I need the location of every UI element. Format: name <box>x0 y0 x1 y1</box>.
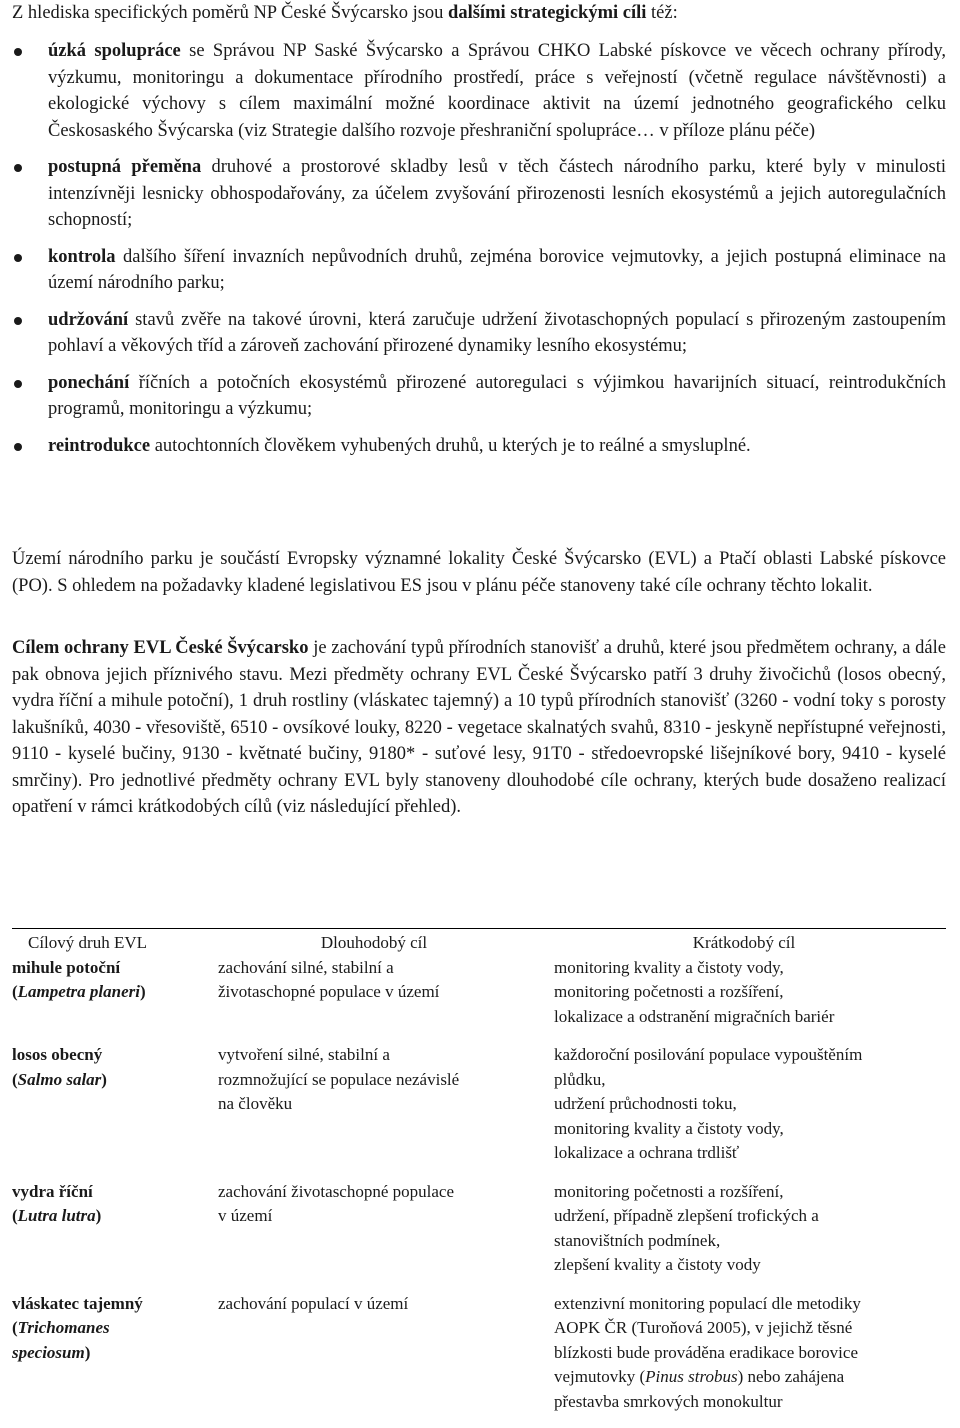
long-term-line: v území <box>218 1204 538 1229</box>
latin-name: Trichomanes <box>18 1318 110 1337</box>
column-header-species: Cílový druh EVL <box>12 929 206 956</box>
short-term-line: monitoring kvality a čistoty vody, <box>554 956 942 981</box>
long-term-line: zachování populací v území <box>218 1292 538 1317</box>
table-header-row <box>12 929 946 956</box>
latin-name: Salmo salar <box>18 1070 102 1089</box>
short-term-cell <box>542 1292 946 1428</box>
short-term-line <box>554 1365 942 1390</box>
species-latin: (Lutra lutra) <box>12 1204 202 1229</box>
long-term-line: zachování silné, stabilní a <box>218 956 538 981</box>
bullet-icon <box>14 380 22 388</box>
intro-text: Z hlediska specifických poměrů NP České Švýcarsko jsou <box>12 3 448 23</box>
bullet-icon <box>14 317 22 325</box>
column-header-long-term: Dlouhodobý cíl <box>206 929 542 956</box>
goal-text: dalšího šíření invazních nepůvodních druhů, zejména borovice vejmutovky, a jejich postupná eliminace na území národního parku; <box>48 247 946 294</box>
latin-name: Pinus strobus <box>645 1367 737 1386</box>
long-term-line: životaschopné populace v území <box>218 980 538 1005</box>
long-term-line: zachování životaschopné populace <box>218 1180 538 1205</box>
table-row <box>12 1292 946 1428</box>
evl-goals-heading: Cílem ochrany EVL České Švýcarsko <box>12 638 308 658</box>
strategic-goals-list <box>12 38 946 469</box>
short-term-line: přestavba smrkových monokultur <box>554 1390 942 1415</box>
short-term-line: AOPK ČR (Turoňová 2005), v jejichž těsné <box>554 1316 942 1341</box>
long-term-cell <box>206 1180 542 1292</box>
goal-text: druhové a prostorové skladby lesů v těch částech národního parku, které byly v minulosti intenzívněji lesnicky obhospodařovány, za účelem zvyšování přirozenosti lesních ekosystémů a jejich autoregulačních schopností; <box>48 157 946 230</box>
table-row <box>12 1043 946 1180</box>
short-term-fragment: ) nebo zahájena <box>738 1367 845 1386</box>
short-term-line: každoroční posilování populace vypouštěním <box>554 1043 942 1068</box>
evl-paragraph: Území národního parku je součástí Evropsky významné lokality České Švýcarsko (EVL) a Ptačí oblasti Labské pískovce (PO). S ohledem na požadavky kladené legislativou ES jsou v plánu péče stanoveny také cíle ochrany těchto lokalit. <box>12 546 946 599</box>
species-name: vydra říční <box>12 1180 202 1205</box>
bullet-icon <box>14 48 22 56</box>
bullet-icon <box>14 443 22 451</box>
list-item <box>12 154 946 234</box>
long-term-line: na člověku <box>218 1092 538 1117</box>
short-term-cell <box>542 956 946 1044</box>
latin-name: speciosum <box>12 1343 85 1362</box>
short-term-line: lokalizace a odstranění migračních bariér <box>554 1005 942 1030</box>
short-term-line: monitoring početnosti a rozšíření, <box>554 980 942 1005</box>
short-term-line: udržení průchodnosti toku, <box>554 1092 942 1117</box>
bullet-icon <box>14 254 22 262</box>
intro-tail: též: <box>646 3 677 23</box>
short-term-cell <box>542 1043 946 1180</box>
short-term-line: lokalizace a ochrana trdlišť <box>554 1141 942 1166</box>
short-term-line: monitoring početnosti a rozšíření, <box>554 1180 942 1205</box>
short-term-line: monitoring kvality a čistoty vody, <box>554 1117 942 1142</box>
short-term-fragment: vejmutovky ( <box>554 1367 645 1386</box>
short-term-line: blízkosti bude prováděna eradikace borovice <box>554 1341 942 1366</box>
species-latin: (Lampetra planeri) <box>12 980 202 1005</box>
species-cell <box>12 956 206 1044</box>
species-latin: (Salmo salar) <box>12 1068 202 1093</box>
goal-text: říčních a potočních ekosystémů přirozené autoregulaci s výjimkou havarijních situací, reintrodukčních programů, monitoringu a výzkumu; <box>48 373 946 420</box>
goal-keyword: postupná přeměna <box>48 157 201 177</box>
intro-paragraph <box>12 0 946 26</box>
bullet-icon <box>14 164 22 172</box>
species-cell <box>12 1180 206 1292</box>
short-term-line: extenzivní monitoring populací dle metodiky <box>554 1292 942 1317</box>
species-latin-cont: speciosum) <box>12 1341 202 1366</box>
long-term-cell <box>206 1043 542 1180</box>
evl-goals-paragraph <box>12 635 946 821</box>
species-cell <box>12 1292 206 1428</box>
short-term-line: zlepšení kvality a čistoty vody <box>554 1253 942 1278</box>
goal-keyword: kontrola <box>48 247 116 267</box>
list-item <box>12 38 946 144</box>
species-cell <box>12 1043 206 1180</box>
long-term-line: rozmnožující se populace nezávislé <box>218 1068 538 1093</box>
latin-name: Lutra lutra <box>18 1206 96 1225</box>
short-term-line: plůdku, <box>554 1068 942 1093</box>
goal-text: stavů zvěře na takové úrovni, která zaručuje udržení životaschopných populací s přirozeným zastoupením pohlaví a věkových tříd a zároveň zachování přirozené dynamiky lesního ekosystému; <box>48 310 946 357</box>
goal-keyword: úzká spolupráce <box>48 41 181 61</box>
list-item <box>12 244 946 297</box>
short-term-line: udržení, případně zlepšení trofických a <box>554 1204 942 1229</box>
long-term-cell <box>206 1292 542 1428</box>
species-name: losos obecný <box>12 1043 202 1068</box>
list-item <box>12 307 946 360</box>
intro-bold: dalšími strategickými cíli <box>448 3 646 23</box>
goal-keyword: udržování <box>48 310 128 330</box>
list-item <box>12 433 946 460</box>
short-term-cell <box>542 1180 946 1292</box>
long-term-cell <box>206 956 542 1044</box>
table-row <box>12 1180 946 1292</box>
goal-text: autochtonních člověkem vyhubených druhů, u kterých je to reálné a smysluplné. <box>150 436 751 456</box>
column-header-short-term: Krátkodobý cíl <box>542 929 946 956</box>
table-row <box>12 956 946 1044</box>
latin-name: Lampetra planeri <box>18 982 140 1001</box>
evl-goals-table <box>12 928 946 1428</box>
evl-goals-text: je zachování typů přírodních stanovišť a druhů, které jsou předmětem ochrany, a dále pak obnova jejich příznivého stavu. Mezi předměty ochrany EVL České Švýcarsko patří 3 druhy živočichů (losos obecný, vydra říční a mihule potoční), 1 druh rostliny (vláskatec tajemný) a 10 typů přírodních stanovišť (3260 - vodní toky s porosty lakušníků, 4030 - vřesoviště, 6510 - ovsíkové louky, 8220 - vegetace skalnatých svahů, 8310 - jeskyně nepřístupné veřejnosti, 9110 - kyselé bučiny, 9130 - květnaté bučiny, 9180* - suťové lesy, 91T0 - středoevropské lišejníkové bory, 9410 - kyselé smrčiny). Pro jednotlivé předměty ochrany EVL byly stanoveny dlouhodobé cíle ochrany, kterých bude dosaženo realizací opatření v rámci krátkodobých cílů (viz následující přehled). <box>12 638 946 817</box>
goal-keyword: reintrodukce <box>48 436 150 456</box>
species-name: vláskatec tajemný <box>12 1292 202 1317</box>
goal-text: se Správou NP Saské Švýcarsko a Správou CHKO Labské pískovce ve věcech ochrany přírody, výzkumu, monitoringu a dokumentace přírodního prostředí, práce s veřejností (včetně regulace návštěvnosti) a ekologické výchovy s cílem maximální možné koordinace aktivit na území jednotného geografického celku Českosaského Švýcarska (viz Strategie dalšího rozvoje přeshraniční spolupráce… v příloze plánu péče) <box>48 41 946 141</box>
list-item <box>12 370 946 423</box>
species-name: mihule potoční <box>12 956 202 981</box>
goal-keyword: ponechání <box>48 373 129 393</box>
species-latin: (Trichomanes <box>12 1316 202 1341</box>
short-term-line: stanovištních podmínek, <box>554 1229 942 1254</box>
long-term-line: vytvoření silné, stabilní a <box>218 1043 538 1068</box>
